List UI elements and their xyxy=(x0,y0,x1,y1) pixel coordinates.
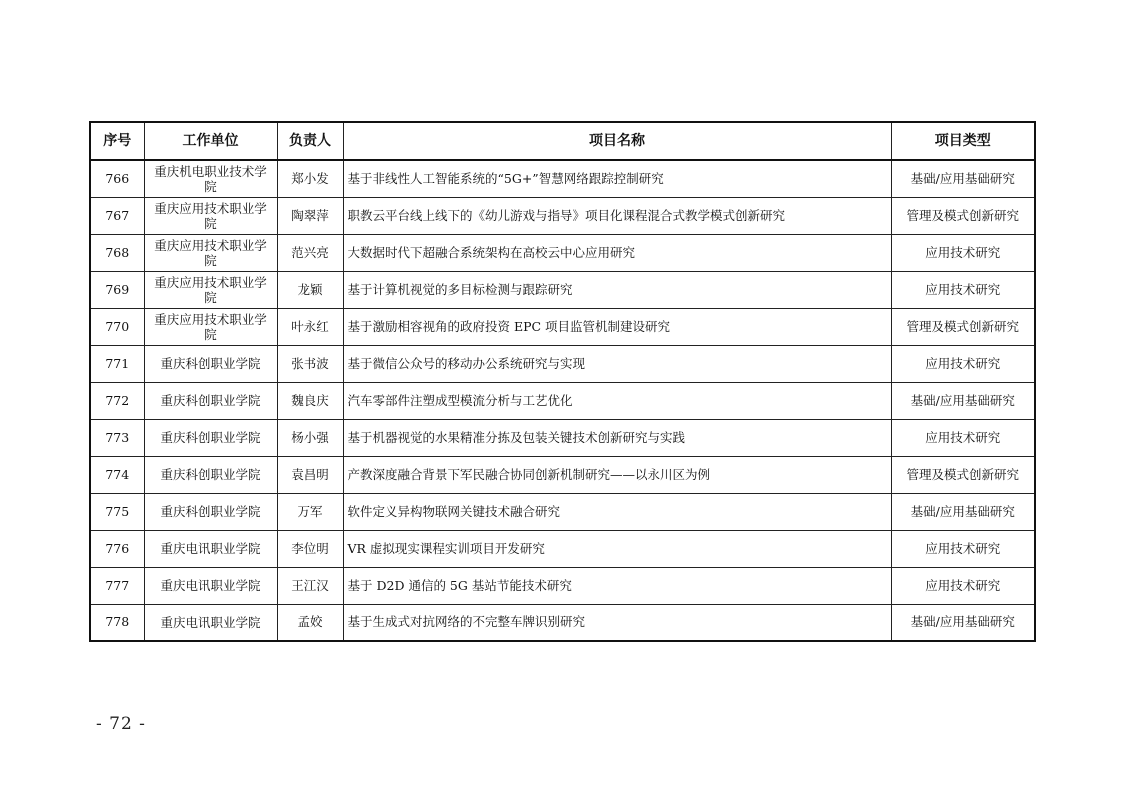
cell-project-type: 应用技术研究 xyxy=(891,234,1035,271)
table-row xyxy=(90,234,1035,271)
cell-unit xyxy=(144,419,277,456)
cell-person: 郑小发 xyxy=(277,160,343,197)
cell-person: 叶永红 xyxy=(277,308,343,345)
cell-unit xyxy=(144,493,277,530)
cell-person: 孟姣 xyxy=(277,604,343,641)
cell-project-name: 基于计算机视觉的多目标检测与跟踪研究 xyxy=(343,271,891,308)
table-row xyxy=(90,382,1035,419)
cell-unit-text: 重庆应用技术职业学院 xyxy=(154,311,267,342)
cell-unit xyxy=(144,382,277,419)
cell-person: 魏良庆 xyxy=(277,382,343,419)
table-row xyxy=(90,419,1035,456)
cell-project-name: 职教云平台线上线下的《幼儿游戏与指导》项目化课程混合式教学模式创新研究 xyxy=(343,197,891,234)
cell-unit-text: 重庆电讯职业学院 xyxy=(160,614,261,630)
cell-no: 770 xyxy=(90,308,144,345)
cell-person: 张书波 xyxy=(277,345,343,382)
cell-unit-text: 重庆机电职业技术学院 xyxy=(154,163,267,194)
table-body xyxy=(90,160,1035,641)
cell-person: 万军 xyxy=(277,493,343,530)
cell-project-name: 基于机器视觉的水果精准分拣及包装关键技术创新研究与实践 xyxy=(343,419,891,456)
cell-unit-text: 重庆科创职业学院 xyxy=(160,504,261,519)
cell-unit-text: 重庆电讯职业学院 xyxy=(160,541,261,556)
cell-person: 杨小强 xyxy=(277,419,343,456)
cell-no: 775 xyxy=(90,493,144,530)
cell-unit xyxy=(144,456,277,493)
cell-unit xyxy=(144,160,277,197)
cell-unit xyxy=(144,234,277,271)
header-person: 负责人 xyxy=(277,122,343,160)
table-row xyxy=(90,271,1035,308)
table-row xyxy=(90,456,1035,493)
page-number: - 72 - xyxy=(96,714,146,734)
cell-no: 776 xyxy=(90,530,144,567)
cell-no: 769 xyxy=(90,271,144,308)
cell-unit-text: 重庆电讯职业学院 xyxy=(160,578,261,593)
cell-no: 772 xyxy=(90,382,144,419)
cell-project-type: 应用技术研究 xyxy=(891,271,1035,308)
cell-no: 767 xyxy=(90,197,144,234)
header-type: 项目类型 xyxy=(891,122,1035,160)
cell-project-type: 基础/应用基础研究 xyxy=(891,493,1035,530)
cell-project-type: 基础/应用基础研究 xyxy=(891,160,1035,197)
cell-project-name: 产教深度融合背景下军民融合协同创新机制研究——以永川区为例 xyxy=(343,456,891,493)
table-row xyxy=(90,345,1035,382)
cell-project-type: 管理及模式创新研究 xyxy=(891,308,1035,345)
cell-project-type: 应用技术研究 xyxy=(891,419,1035,456)
cell-project-type: 应用技术研究 xyxy=(891,567,1035,604)
cell-project-type: 管理及模式创新研究 xyxy=(891,456,1035,493)
cell-person: 袁昌明 xyxy=(277,456,343,493)
cell-unit-text: 重庆科创职业学院 xyxy=(160,467,261,482)
cell-project-name: 基于生成式对抗网络的不完整车牌识别研究 xyxy=(343,604,891,641)
cell-no: 777 xyxy=(90,567,144,604)
cell-project-type: 基础/应用基础研究 xyxy=(891,382,1035,419)
cell-unit-text: 重庆科创职业学院 xyxy=(160,430,261,445)
header-row xyxy=(90,122,1035,160)
cell-project-name: 基于激励相容视角的政府投资 EPC 项目监管机制建设研究 xyxy=(343,308,891,345)
table-row xyxy=(90,567,1035,604)
cell-unit xyxy=(144,530,277,567)
cell-project-name: 基于微信公众号的移动办公系统研究与实现 xyxy=(343,345,891,382)
cell-unit-text: 重庆科创职业学院 xyxy=(160,393,261,408)
table-row xyxy=(90,604,1035,641)
cell-unit-text: 重庆应用技术职业学院 xyxy=(154,274,267,305)
table-header xyxy=(90,122,1035,160)
cell-unit xyxy=(144,345,277,382)
cell-project-name: 基于 D2D 通信的 5G 基站节能技术研究 xyxy=(343,567,891,604)
table-row xyxy=(90,197,1035,234)
cell-person: 李位明 xyxy=(277,530,343,567)
cell-project-type: 应用技术研究 xyxy=(891,345,1035,382)
cell-unit-text: 重庆应用技术职业学院 xyxy=(154,237,267,268)
table-row xyxy=(90,493,1035,530)
cell-unit xyxy=(144,197,277,234)
cell-person: 王江汉 xyxy=(277,567,343,604)
cell-project-name: 汽车零部件注塑成型模流分析与工艺优化 xyxy=(343,382,891,419)
cell-no: 768 xyxy=(90,234,144,271)
cell-project-name: 基于非线性人工智能系统的“5G+”智慧网络跟踪控制研究 xyxy=(343,160,891,197)
cell-no: 766 xyxy=(90,160,144,197)
table-row xyxy=(90,530,1035,567)
header-no: 序号 xyxy=(90,122,144,160)
cell-unit xyxy=(144,308,277,345)
cell-person: 龙颖 xyxy=(277,271,343,308)
cell-unit-text: 重庆科创职业学院 xyxy=(160,356,261,371)
cell-unit xyxy=(144,271,277,308)
cell-unit xyxy=(144,567,277,604)
cell-no: 778 xyxy=(90,604,144,641)
table-row xyxy=(90,160,1035,197)
table-row xyxy=(90,308,1035,345)
cell-project-name: 大数据时代下超融合系统架构在高校云中心应用研究 xyxy=(343,234,891,271)
header-unit: 工作单位 xyxy=(144,122,277,160)
cell-project-name: VR 虚拟现实课程实训项目开发研究 xyxy=(343,530,891,567)
cell-project-type: 应用技术研究 xyxy=(891,530,1035,567)
cell-project-name: 软件定义异构物联网关键技术融合研究 xyxy=(343,493,891,530)
cell-unit xyxy=(144,604,277,641)
cell-no: 773 xyxy=(90,419,144,456)
cell-project-type: 基础/应用基础研究 xyxy=(891,604,1035,641)
header-name: 项目名称 xyxy=(343,122,891,160)
cell-unit-text: 重庆应用技术职业学院 xyxy=(154,200,267,231)
cell-person: 范兴亮 xyxy=(277,234,343,271)
cell-no: 774 xyxy=(90,456,144,493)
cell-project-type: 管理及模式创新研究 xyxy=(891,197,1035,234)
cell-person: 陶翠萍 xyxy=(277,197,343,234)
project-table xyxy=(89,121,1036,642)
cell-no: 771 xyxy=(90,345,144,382)
